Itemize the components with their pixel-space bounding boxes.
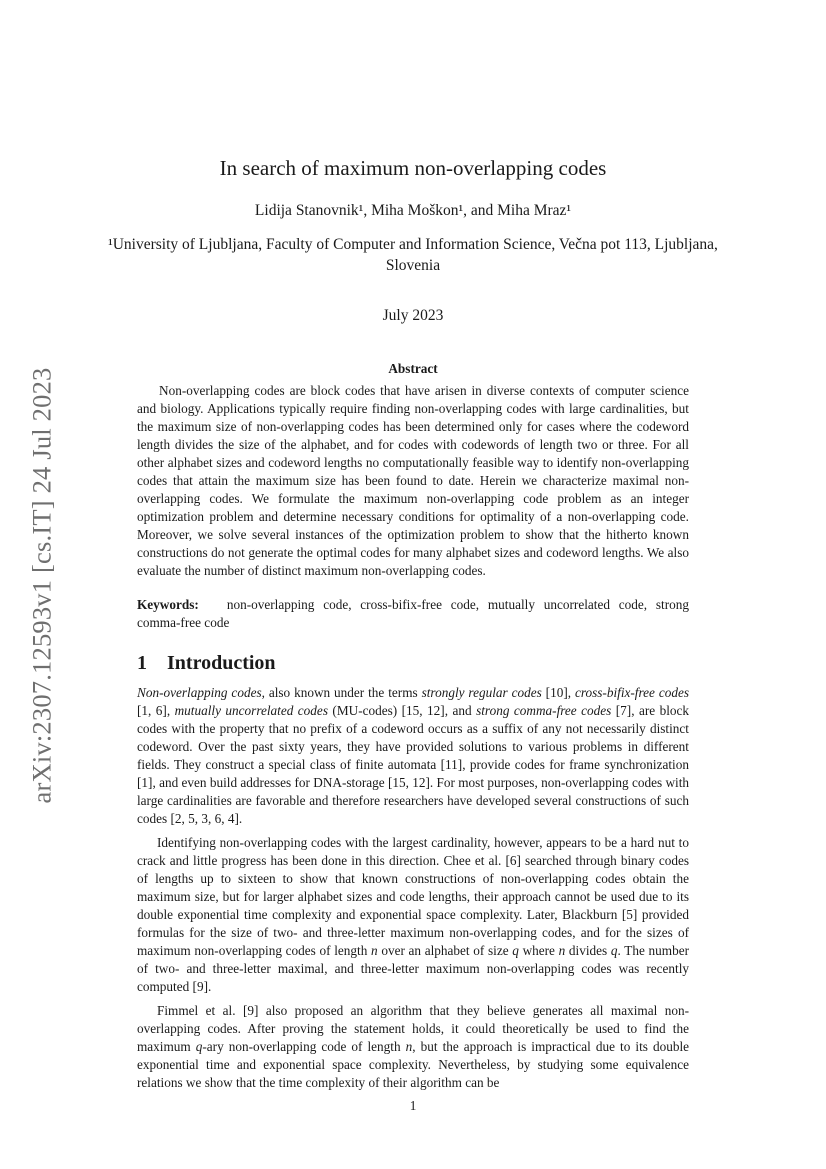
term-strong-comma-free-codes: strong comma-free codes	[476, 703, 612, 718]
author-list: Lidija Stanovnik¹, Miha Moškon¹, and Miha Mraz¹	[254, 202, 572, 219]
text-span: -ary non-overlapping code of length	[202, 1039, 406, 1054]
text-span: divides	[565, 943, 611, 958]
text-span: (MU-codes) [15, 12], and	[327, 703, 477, 718]
text-span: [10],	[541, 685, 575, 700]
term-mutually-uncorrelated-codes: mutually uncorrelated codes	[174, 703, 328, 718]
math-variable-q: q	[195, 1039, 203, 1054]
term-strongly-regular-codes: strongly regular codes	[421, 685, 542, 700]
intro-paragraph-1	[137, 684, 689, 828]
text-span: . The number of two- and three-letter maximal, and three-letter maximum non-overlapping codes was recently computed [9].	[137, 943, 689, 994]
intro-paragraph-3	[137, 1002, 689, 1092]
math-variable-q: q	[610, 943, 618, 958]
abstract-heading: Abstract	[388, 361, 438, 376]
section-heading-introduction	[137, 654, 689, 672]
abstract-section	[137, 360, 689, 580]
text-span: Identifying non-overlapping codes with the largest cardinality, however, appears to be a hard nut to crack and little progress has been done in this direction. Chee et al. [6] searched through binary codes of lengths up to sixteen to show that known constructions of non-overlapping codes obtain the maximum size, but for larger alphabet sizes and code lengths, their approach cannot be used due to its double exponential time complexity and exponential space complexity. Later, Blackburn [5] provided formulas for the size of two- and three-letter maximum non-overlapping codes, and for the sizes of maximum non-overlapping codes of length	[137, 835, 689, 958]
publication-date: July 2023	[382, 307, 444, 324]
math-variable-n: n	[405, 1039, 413, 1054]
intro-paragraph-2	[137, 834, 689, 996]
author-affiliation: ¹University of Ljubljana, Faculty of Computer and Information Science, Večna pot 113, Ljubljana, Slovenia	[108, 236, 718, 274]
keywords-block	[137, 596, 689, 632]
text-span: over an alphabet of size	[377, 943, 513, 958]
term-cross-bifix-free-codes: cross-bifix-free codes	[574, 685, 689, 700]
term-non-overlapping-codes: Non-overlapping codes	[137, 685, 262, 700]
page-number: 1	[409, 1098, 417, 1113]
section-title: Introduction	[167, 652, 276, 674]
math-variable-q: q	[512, 943, 519, 958]
text-span: where	[518, 943, 559, 958]
paper-page	[108, 150, 718, 1092]
section-number: 1	[137, 652, 147, 674]
keywords-label: Keywords:	[137, 597, 199, 612]
abstract-body: Non-overlapping codes are block codes that have arisen in diverse contexts of computer science and biology. Applications typically require finding non-overlapping codes with large cardinalities, but the maximum size of non-overlapping codes has been determined only for cases where the codeword length divides the size of the alphabet, and for codes with codewords of length two or three. For all other alphabet sizes and codeword lengths no computationally feasible way to identify non-overlapping codes that attain the maximum size has been found to date. Herein we characterize maximal non-overlapping codes. We formulate the maximum non-overlapping code problem as an integer optimization problem and determine necessary conditions for optimality of a non-overlapping code. Moreover, we solve several instances of the optimization problem to show that the hitherto known constructions do not generate the optimal codes for many alphabet sizes and codeword lengths. We also evaluate the number of distinct maximum non-overlapping codes.	[137, 383, 689, 578]
text-span: Fimmel et al. [9] also proposed an algorithm that they believe generates all maximal non-overlapping codes. After proving the statement holds, it could theoretically be used to find the maximum	[137, 1003, 689, 1054]
text-span: , but the approach is impractical due to its double exponential time and exponential space complexity. Nevertheless, by studying some equivalence relations we show that the time complexity of their algorithm can be	[137, 1039, 690, 1090]
math-variable-n: n	[371, 943, 378, 958]
arxiv-identifier-stamp	[24, 350, 60, 820]
text-span: , also known under the terms	[261, 685, 422, 700]
paper-title: In search of maximum non-overlapping codes	[219, 156, 607, 180]
math-variable-n: n	[558, 943, 566, 958]
text-span: [7], are block codes with the property that no prefix of a codeword occurs as a suffix of any not necessarily distinct codeword. Over the past sixty years, they have provided solutions to various problems in different fields. They construct a special class of finite automata [11], provide codes for frame synchronization [1], and even build addresses for DNA-storage [15, 12]. For most purposes, non-overlapping codes with large cardinalities are favorable and therefore researchers have developed several constructions of such codes [2, 5, 3, 6, 4].	[137, 703, 690, 826]
keywords-text: non-overlapping code, cross-bifix-free code, mutually uncorrelated code, strong comma-free code	[137, 597, 689, 630]
text-span: [1, 6],	[137, 703, 175, 718]
arxiv-identifier-text: arXiv:2307.12593v1 [cs.IT] 24 Jul 2023	[26, 367, 57, 803]
